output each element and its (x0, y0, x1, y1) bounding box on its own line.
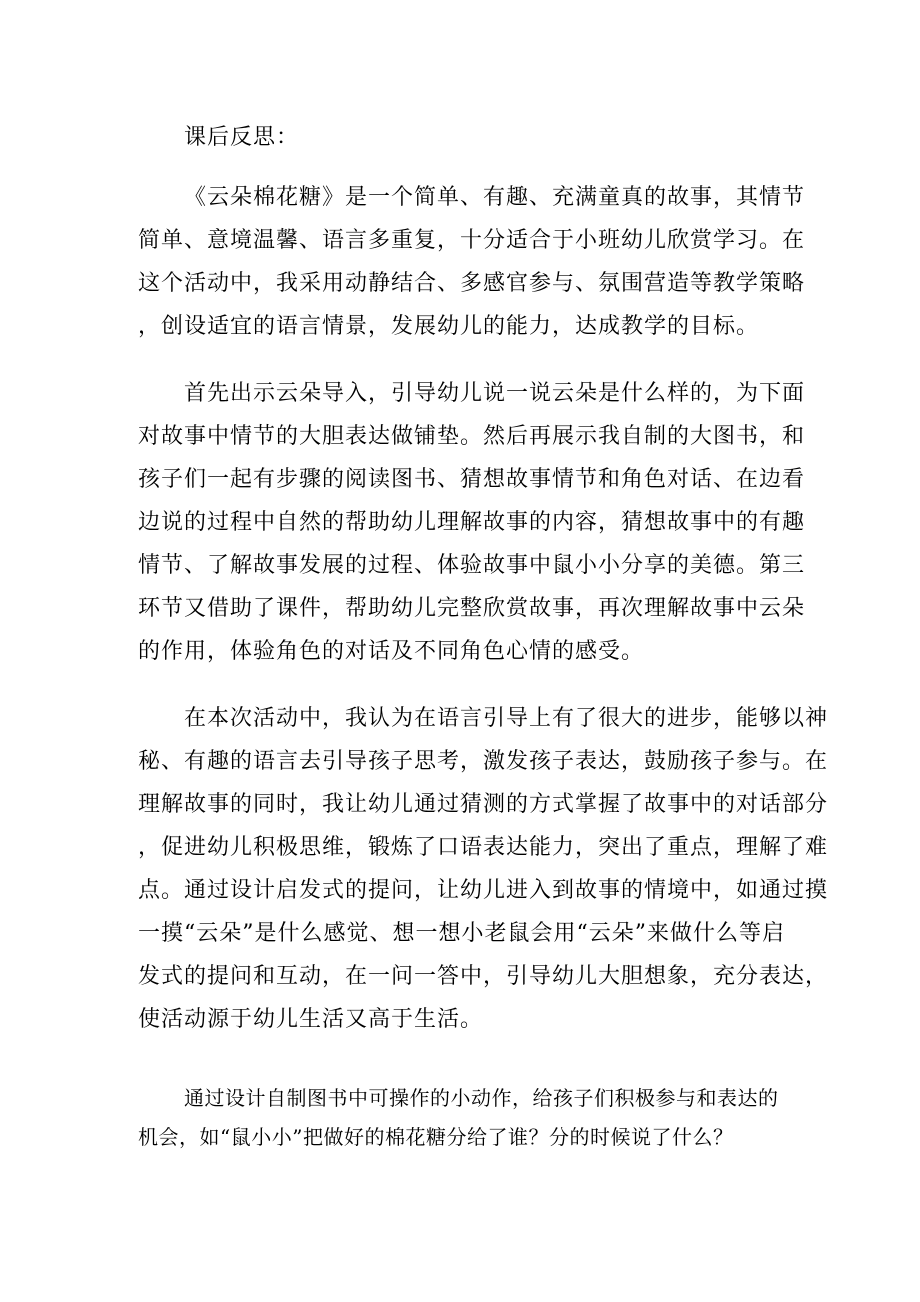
paragraph-3-line-6: 一摸“云朵”是什么感觉、想一想小老鼠会用“云朵”来做什么等启 (138, 921, 785, 946)
paragraph-3-line-5: 点。通过设计启发式的提问，让幼儿进入到故事的情境中，如通过摸 (138, 878, 829, 903)
paragraph-3-line-4: ，促进幼儿积极思维，锻炼了口语表达能力，突出了重点，理解了难 (138, 835, 829, 860)
paragraph-3-line-8: 使活动源于幼儿生活又高于生活。 (138, 1007, 484, 1032)
paragraph-2-line-4: 边说的过程中自然的帮助幼儿理解故事的内容，猜想故事中的有趣 (138, 510, 806, 535)
paragraph-1-line-3: 这个活动中，我采用动静结合、多感官参与、氛围营造等教学策略 (138, 271, 806, 296)
paragraph-2-line-7: 的作用，体验角色的对话及不同角色心情的感受。 (138, 639, 645, 664)
heading-reflection: 课后反思： (184, 125, 300, 150)
paragraph-2-line-3: 孩子们一起有步骤的阅读图书、猜想故事情节和角色对话、在边看 (138, 467, 806, 492)
paragraph-3-line-7: 发式的提问和互动，在一问一答中，引导幼儿大胆想象，充分表达， (138, 964, 829, 989)
paragraph-4-line-1: 通过设计自制图书中可操作的小动作，给孩子们积极参与和表达的 (184, 1086, 779, 1110)
paragraph-1-line-1: 《云朵棉花糖》是一个简单、有趣、充满童真的故事，其情节 (184, 185, 806, 210)
paragraph-3-line-1: 在本次活动中，我认为在语言引导上有了很大的进步，能够以神 (184, 706, 829, 731)
paragraph-1-line-2: 简单、意境温馨、语言多重复，十分适合于小班幼儿欣赏学习。在 (138, 228, 806, 253)
paragraph-3-line-3: 理解故事的同时，我让幼儿通过猜测的方式掌握了故事中的对话部分 (138, 792, 829, 817)
paragraph-1-line-4: ，创设适宜的语言情景，发展幼儿的能力，达成教学的目标。 (138, 314, 760, 339)
paragraph-4-line-2: 机会，如“鼠小小”把做好的棉花糖分给了谁？分的时候说了什么？ (138, 1125, 734, 1149)
paragraph-2-line-5: 情节、了解故事发展的过程、体验故事中鼠小小分享的美德。第三 (138, 553, 806, 578)
paragraph-2-line-6: 环节又借助了课件，帮助幼儿完整欣赏故事，再次理解故事中云朵 (138, 596, 806, 621)
paragraph-2-line-2: 对故事中情节的大胆表达做铺垫。然后再展示我自制的大图书，和 (138, 424, 806, 449)
paragraph-3-line-2: 秘、有趣的语言去引导孩子思考，激发孩子表达，鼓励孩子参与。在 (138, 749, 829, 774)
paragraph-2-line-1: 首先出示云朵导入，引导幼儿说一说云朵是什么样的，为下面 (184, 381, 806, 406)
